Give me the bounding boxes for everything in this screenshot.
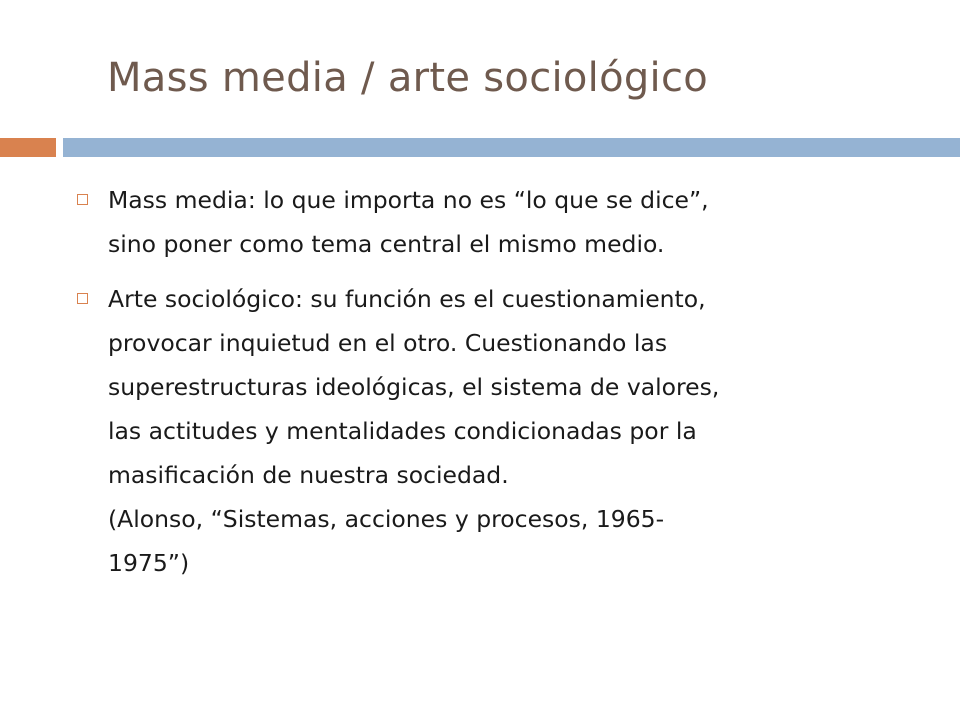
- citation-line: (Alonso, “Sistemas, acciones y procesos, 1965-: [108, 505, 665, 533]
- bullet-text-line: masificación de nuestra sociedad.: [108, 461, 509, 489]
- bullet-text-line: sino poner como tema central el mismo medio.: [108, 230, 665, 258]
- bullet-text-line: Mass media: lo que importa no es “lo que se dice”,: [108, 186, 709, 214]
- bullet-item-arte-sociologico: [74, 277, 914, 585]
- bullet-text-line: las actitudes y mentalidades condicionadas por la: [108, 417, 697, 445]
- bullet-list: [74, 178, 914, 596]
- bullet-item-mass-media: [74, 178, 914, 266]
- bullet-text-line: Arte sociológico: su función es el cuestionamiento,: [108, 285, 706, 313]
- slide-title: Mass media / arte sociológico: [107, 55, 709, 101]
- hollow-square-bullet-icon: [77, 194, 88, 205]
- hollow-square-bullet-icon: [77, 293, 88, 304]
- citation-line: 1975”): [108, 549, 190, 577]
- bullet-text-line: provocar inquietud en el otro. Cuestionando las: [108, 329, 668, 357]
- title-divider-bar: [63, 138, 960, 157]
- bullet-text-line: superestructuras ideológicas, el sistema de valores,: [108, 373, 720, 401]
- title-accent-bar: [0, 138, 56, 157]
